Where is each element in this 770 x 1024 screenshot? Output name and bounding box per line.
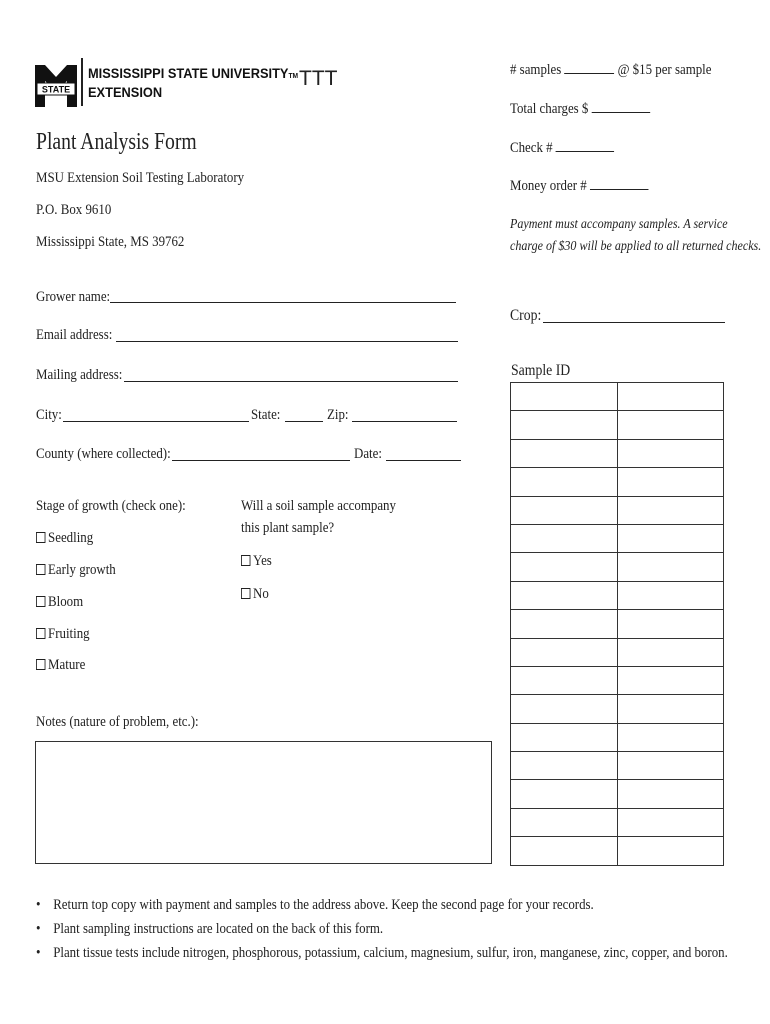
instruction-item: • Return top copy with payment and samples to the address above. Keep the second page for your records. [36, 897, 594, 913]
sample-id-row [511, 439, 724, 467]
growth-option-fruiting[interactable]: Fruiting [36, 625, 90, 643]
sample-crop-cell[interactable] [618, 638, 724, 666]
sample-id-cell[interactable] [511, 808, 618, 836]
growth-option-early-growth[interactable]: Early growth [36, 561, 116, 579]
sample-id-cell[interactable] [511, 638, 618, 666]
emblem-text: STATE [41, 84, 71, 95]
sample-id-row [511, 638, 724, 666]
samples-count-field[interactable] [564, 62, 614, 74]
check-number-label: Check # [510, 139, 614, 157]
samples-count-label: # samples @ $15 per sample [510, 62, 712, 78]
sample-crop-cell[interactable] [618, 610, 724, 638]
growth-stage-label: Stage of growth (check one): [36, 498, 186, 514]
sample-id-cell[interactable] [511, 780, 618, 808]
total-charges-field[interactable] [592, 101, 650, 113]
sample-id-cell[interactable] [511, 610, 618, 638]
sample-id-row [511, 553, 724, 581]
grower-name-field[interactable] [110, 302, 456, 303]
checkbox-icon[interactable] [36, 564, 45, 575]
checkbox-icon[interactable] [36, 596, 45, 607]
growth-option-seedling[interactable]: Seedling [36, 529, 93, 547]
date-field[interactable] [386, 460, 461, 461]
city-label: City: [36, 407, 62, 423]
sample-id-cell[interactable] [511, 496, 618, 524]
mailing-address-label: Mailing address: [36, 367, 123, 383]
sample-id-row [511, 610, 724, 638]
instruction-item: • Plant sampling instructions are located on the back of this form. [36, 921, 384, 937]
sample-crop-cell[interactable] [618, 524, 724, 552]
sample-id-row [511, 581, 724, 609]
form-title: Plant Analysis Form [36, 129, 197, 155]
sample-crop-cell[interactable] [618, 752, 724, 780]
sample-id-row [511, 524, 724, 552]
logo-extension: EXTENSION [88, 85, 163, 100]
sample-id-cell[interactable] [511, 837, 618, 865]
sample-id-row [511, 383, 724, 411]
sample-id-cell[interactable] [511, 383, 618, 411]
lab-city-state: Mississippi State, MS 39762 [36, 234, 185, 250]
header-mark: TTT [299, 67, 338, 90]
sample-crop-cell[interactable] [618, 468, 724, 496]
total-charges-label: Total charges $ [510, 100, 650, 118]
sample-crop-cell[interactable] [618, 439, 724, 467]
sample-crop-cell[interactable] [618, 581, 724, 609]
checkbox-icon[interactable] [36, 628, 45, 639]
sample-id-cell[interactable] [511, 666, 618, 694]
sample-id-cell[interactable] [511, 553, 618, 581]
grower-name-label: Grower name: [36, 289, 111, 305]
sample-crop-cell[interactable] [618, 780, 724, 808]
logo-wordmark [88, 66, 298, 101]
sample-id-row [511, 808, 724, 836]
instructions-list [36, 893, 770, 965]
logo-divider [81, 58, 83, 106]
sample-id-cell[interactable] [511, 723, 618, 751]
crop-label: Crop: [510, 307, 542, 324]
mailing-address-field[interactable] [124, 381, 458, 382]
county-label: County (where collected): [36, 446, 171, 462]
notes-label: Notes (nature of problem, etc.): [36, 714, 199, 730]
sample-id-row [511, 780, 724, 808]
sample-crop-cell[interactable] [618, 496, 724, 524]
sample-id-row [511, 752, 724, 780]
msu-emblem-logo [35, 63, 77, 109]
sample-id-cell[interactable] [511, 695, 618, 723]
sample-id-row [511, 695, 724, 723]
soil-option-no[interactable]: No [241, 585, 269, 603]
logo-university-name: MISSISSIPPI STATE UNIVERSITY [88, 66, 289, 81]
instruction-item: • Plant tissue tests include nitrogen, phosphorous, potassium, calcium, magnesium, sulfur, iron, manganese, zinc, copper, and boron. [36, 945, 728, 961]
crop-field[interactable] [543, 322, 725, 323]
sample-id-cell[interactable] [511, 752, 618, 780]
sample-id-row [511, 723, 724, 751]
email-label: Email address: [36, 327, 113, 343]
sample-id-cell[interactable] [511, 468, 618, 496]
sample-id-row [511, 411, 724, 439]
county-field[interactable] [172, 460, 350, 461]
soil-question: Will a soil sample accompany this plant sample? [241, 498, 396, 536]
sample-crop-cell[interactable] [618, 837, 724, 865]
sample-crop-cell[interactable] [618, 383, 724, 411]
sample-crop-cell[interactable] [618, 723, 724, 751]
sample-id-cell[interactable] [511, 524, 618, 552]
check-number-field[interactable] [556, 140, 614, 152]
logo-trademark: TM [288, 73, 299, 80]
checkbox-icon[interactable] [36, 659, 45, 670]
city-field[interactable] [63, 421, 249, 422]
lab-name: MSU Extension Soil Testing Laboratory [36, 170, 245, 186]
checkbox-icon[interactable] [36, 532, 45, 543]
money-order-label: Money order # [510, 177, 648, 195]
sample-id-row [511, 666, 724, 694]
growth-option-mature[interactable]: Mature [36, 656, 85, 674]
zip-field[interactable] [352, 421, 457, 422]
checkbox-icon[interactable] [241, 588, 250, 599]
notes-textarea[interactable] [35, 741, 492, 864]
sample-id-row [511, 837, 724, 865]
lab-po-box: P.O. Box 9610 [36, 202, 112, 218]
zip-label: Zip: [327, 407, 349, 423]
sample-id-label: Sample ID [511, 362, 571, 379]
sample-id-row [511, 496, 724, 524]
email-field[interactable] [116, 341, 458, 342]
state-field[interactable] [285, 421, 323, 422]
growth-option-bloom[interactable]: Bloom [36, 593, 83, 611]
sample-crop-cell[interactable] [618, 553, 724, 581]
date-label: Date: [354, 446, 382, 462]
state-label: State: [251, 407, 281, 423]
checkbox-icon[interactable] [241, 555, 250, 566]
sample-id-cell[interactable] [511, 439, 618, 467]
soil-option-yes[interactable]: Yes [241, 552, 272, 570]
sample-crop-cell[interactable] [618, 411, 724, 439]
sample-id-cell[interactable] [511, 581, 618, 609]
sample-crop-cell[interactable] [618, 666, 724, 694]
money-order-field[interactable] [590, 178, 648, 190]
sample-id-row [511, 468, 724, 496]
sample-id-cell[interactable] [511, 411, 618, 439]
payment-note: Payment must accompany samples. A service charge of $30 will be applied to all returned checks. [510, 217, 762, 254]
sample-crop-cell[interactable] [618, 695, 724, 723]
sample-id-table [510, 382, 724, 866]
sample-crop-cell[interactable] [618, 808, 724, 836]
